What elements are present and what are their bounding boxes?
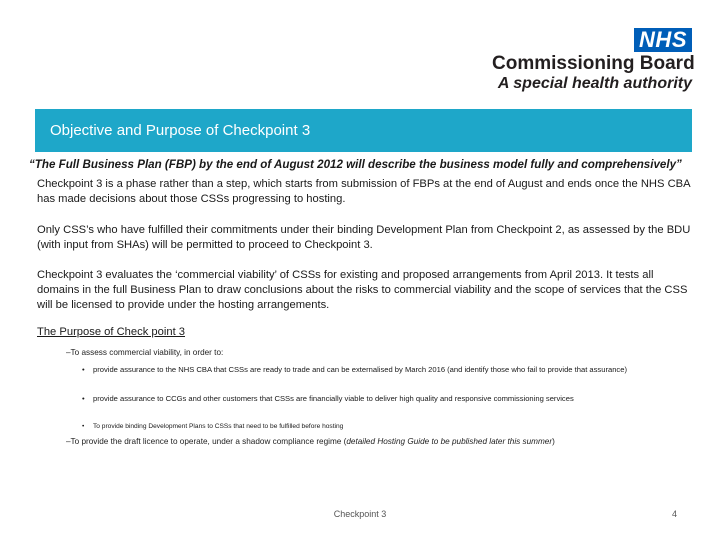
paragraph-3: Checkpoint 3 evaluates the ‘commercial viability’ of CSSs for existing and proposed arrangements from April 2013. It tests all domains in the full Business Plan to draw conclusions about the risks to commercial viability and the scope of services that the CSS will be licensed to provide under the hosting arrangements.: [37, 269, 688, 311]
purpose-heading: The Purpose of Check point 3: [37, 326, 186, 338]
bullet-item: • provide assurance to CCGs and other customers that CSSs are financially viable to deliver high quality and responsive commissioning services: [82, 393, 702, 404]
paragraph-2: Only CSS’s who have fulfilled their commitments under their binding Development Plan from Checkpoint 2, as assessed by the BDU (with input from SHAs) will be permitted to proceed to Checkpoint 3.: [37, 224, 691, 251]
logo-org-name: Commissioning Board: [492, 53, 695, 74]
page-title: Objective and Purpose of Checkpoint 3: [50, 122, 311, 139]
bullet-item: • To provide binding Development Plans to CSSs that need to be fulfilled before hosting: [82, 421, 702, 432]
purpose-sub-item-2: [66, 437, 555, 446]
sub2-suffix: ): [552, 437, 555, 446]
logo-tagline: A special health authority: [497, 75, 692, 92]
nhs-badge: NHS: [634, 28, 692, 52]
quote-text: “The Full Business Plan (FBP) by the end of August 2012 will describe the business model fully and comprehensively”: [29, 158, 682, 171]
bullet-item: • provide assurance to the NHS CBA that CSSs are ready to trade and can be externalised by March 2016 (and identify those who fail to provide that assurance): [82, 364, 702, 375]
sub2-italic: detailed Hosting Guide to be published later this summer: [346, 437, 553, 446]
title-banner: [35, 109, 692, 152]
page-number: 4: [671, 509, 677, 519]
footer-label: Checkpoint 3: [333, 509, 387, 519]
nhs-logo: [492, 27, 695, 93]
purpose-sub-item-1: –To assess commercial viability, in order to:: [66, 348, 224, 357]
sub2-prefix: –To provide the draft licence to operate, under a shadow compliance regime (: [66, 437, 347, 446]
paragraph-1: Checkpoint 3 is a phase rather than a step, which starts from submission of FBPs at the end of August and ends once the NHS CBA has made decisions about those CSSs progressing to hosting.: [37, 178, 690, 205]
